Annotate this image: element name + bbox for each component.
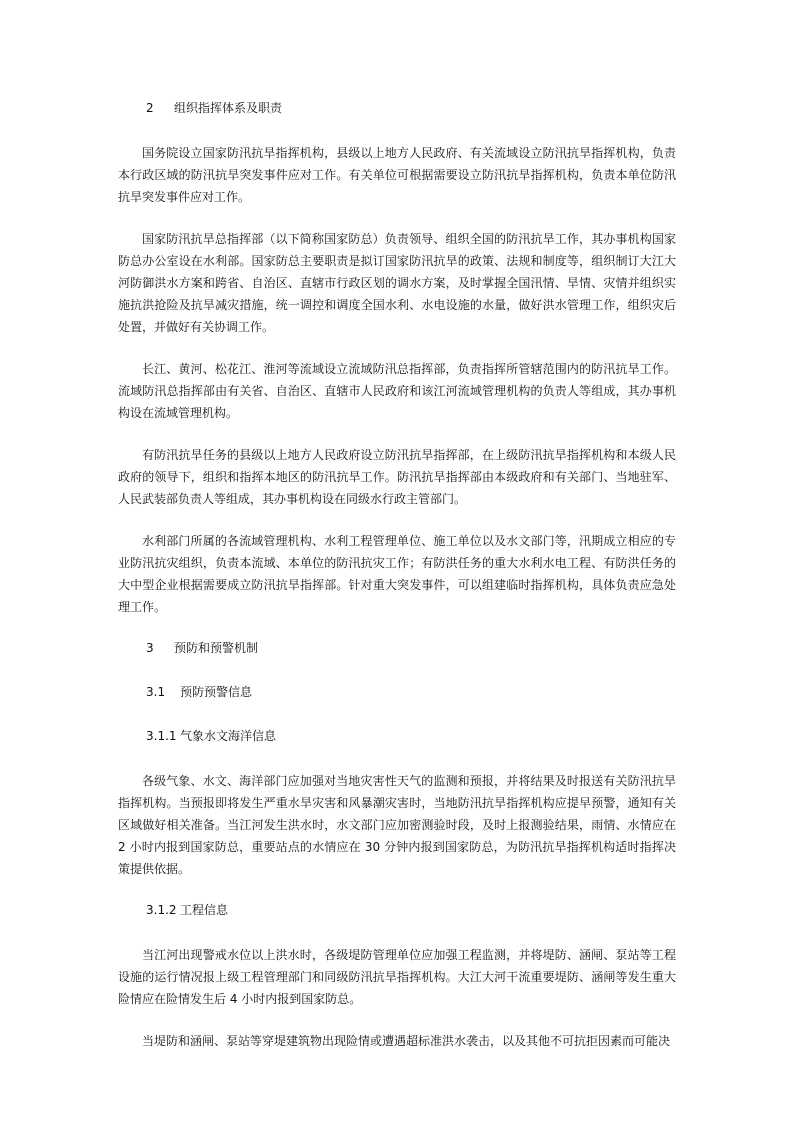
section-2-heading [118,98,676,118]
section-3-1-1-heading [118,726,676,746]
section-3-heading [118,638,676,658]
paragraph: 当堤防和涵闸、泵站等穿堤建筑物出现险情或遭遇超标准洪水袭击，以及其他不可抗拒因素而可能决 [142,1034,671,1048]
paragraph: 国家防汛抗旱总指挥部（以下简称国家防总）负责领导、组织全国的防汛抗旱工作，其办事机构国家防总办公室设在水利部。国家防总主要职责是拟订国家防汛抗旱的政策、法规和制度等，组织制订大江大河防御洪水方案和跨省、自治区、直辖市行政区划的调水方案，及时掌握全国汛情、旱情、灾情并组织实施抗洪抢险及抗旱减灾措施，统一调控和调度全国水利、水电设施的水量，做好洪水管理工作，组织灾后处置，并做好有关协调工作。 [118,232,676,334]
paragraph: 水利部门所属的各流域管理机构、水利工程管理单位、施工单位以及水文部门等，汛期成立相应的专业防汛抗灾组织，负责本流域、本单位的防汛抗灾工作；有防洪任务的重大水利水电工程、有防洪任务的大中型企业根据需要成立防汛抗旱指挥部。针对重大突发事件，可以组建临时指挥机构，具体负责应急处理工作。 [118,534,676,614]
paragraph: 各级气象、水文、海洋部门应加强对当地灾害性天气的监测和预报，并将结果及时报送有关防汛抗旱指挥机构。当预报即将发生严重水旱灾害和风暴潮灾害时，当地防汛抗旱指挥机构应提早预警，通知有关区域做好相关准备。当江河发生洪水时，水文部门应加密测验时段，及时上报测验结果，雨情、水情应在 2 小时内报到国家防总，重要站点的水情应在 30 分钟内报到国家防总，为防汛抗旱指挥机构适时指挥决策提供依据。 [118,774,676,876]
section-number: 3.1 [146,685,166,699]
section-3-1-2-heading [118,900,676,920]
section-3-1-heading [118,682,676,702]
section-title: 预防预警信息 [180,685,253,699]
section-title: 组织指挥体系及职责 [174,101,283,115]
section-number: 3.1.1 [146,729,177,743]
section-title: 预防和预警机制 [174,641,259,655]
section-title: 气象水文海洋信息 [180,729,277,743]
paragraph: 国务院设立国家防汛抗旱指挥机构，县级以上地方人民政府、有关流域设立防汛抗旱指挥机构，负责本行政区域的防汛抗旱突发事件应对工作。有关单位可根据需要设立防汛抗旱指挥机构，负责本单位防汛抗旱突发事件应对工作。 [118,146,676,204]
paragraph: 长江、黄河、松花江、淮河等流域设立流域防汛总指挥部，负责指挥所管辖范围内的防汛抗旱工作。流域防汛总指挥部由有关省、自治区、直辖市人民政府和该江河流域管理机构的负责人等组成，其办事机构设在流域管理机构。 [118,362,676,420]
paragraph: 有防汛抗旱任务的县级以上地方人民政府设立防汛抗旱指挥部，在上级防汛抗旱指挥机构和本级人民政府的领导下，组织和指挥本地区的防汛抗旱工作。防汛抗旱指挥部由本级政府和有关部门、当地驻军、人民武装部负责人等组成，其办事机构设在同级水行政主管部门。 [118,448,676,506]
section-number: 2 [146,101,154,115]
section-number: 3 [146,641,154,655]
section-number: 3.1.2 [146,903,177,917]
paragraph: 当江河出现警戒水位以上洪水时，各级堤防管理单位应加强工程监测，并将堤防、涵闸、泵站等工程设施的运行情况报上级工程管理部门和同级防汛抗旱指挥机构。大江大河干流重要堤防、涵闸等发生重大险情应在险情发生后 4 小时内报到国家防总。 [118,948,676,1006]
section-title: 工程信息 [180,903,229,917]
